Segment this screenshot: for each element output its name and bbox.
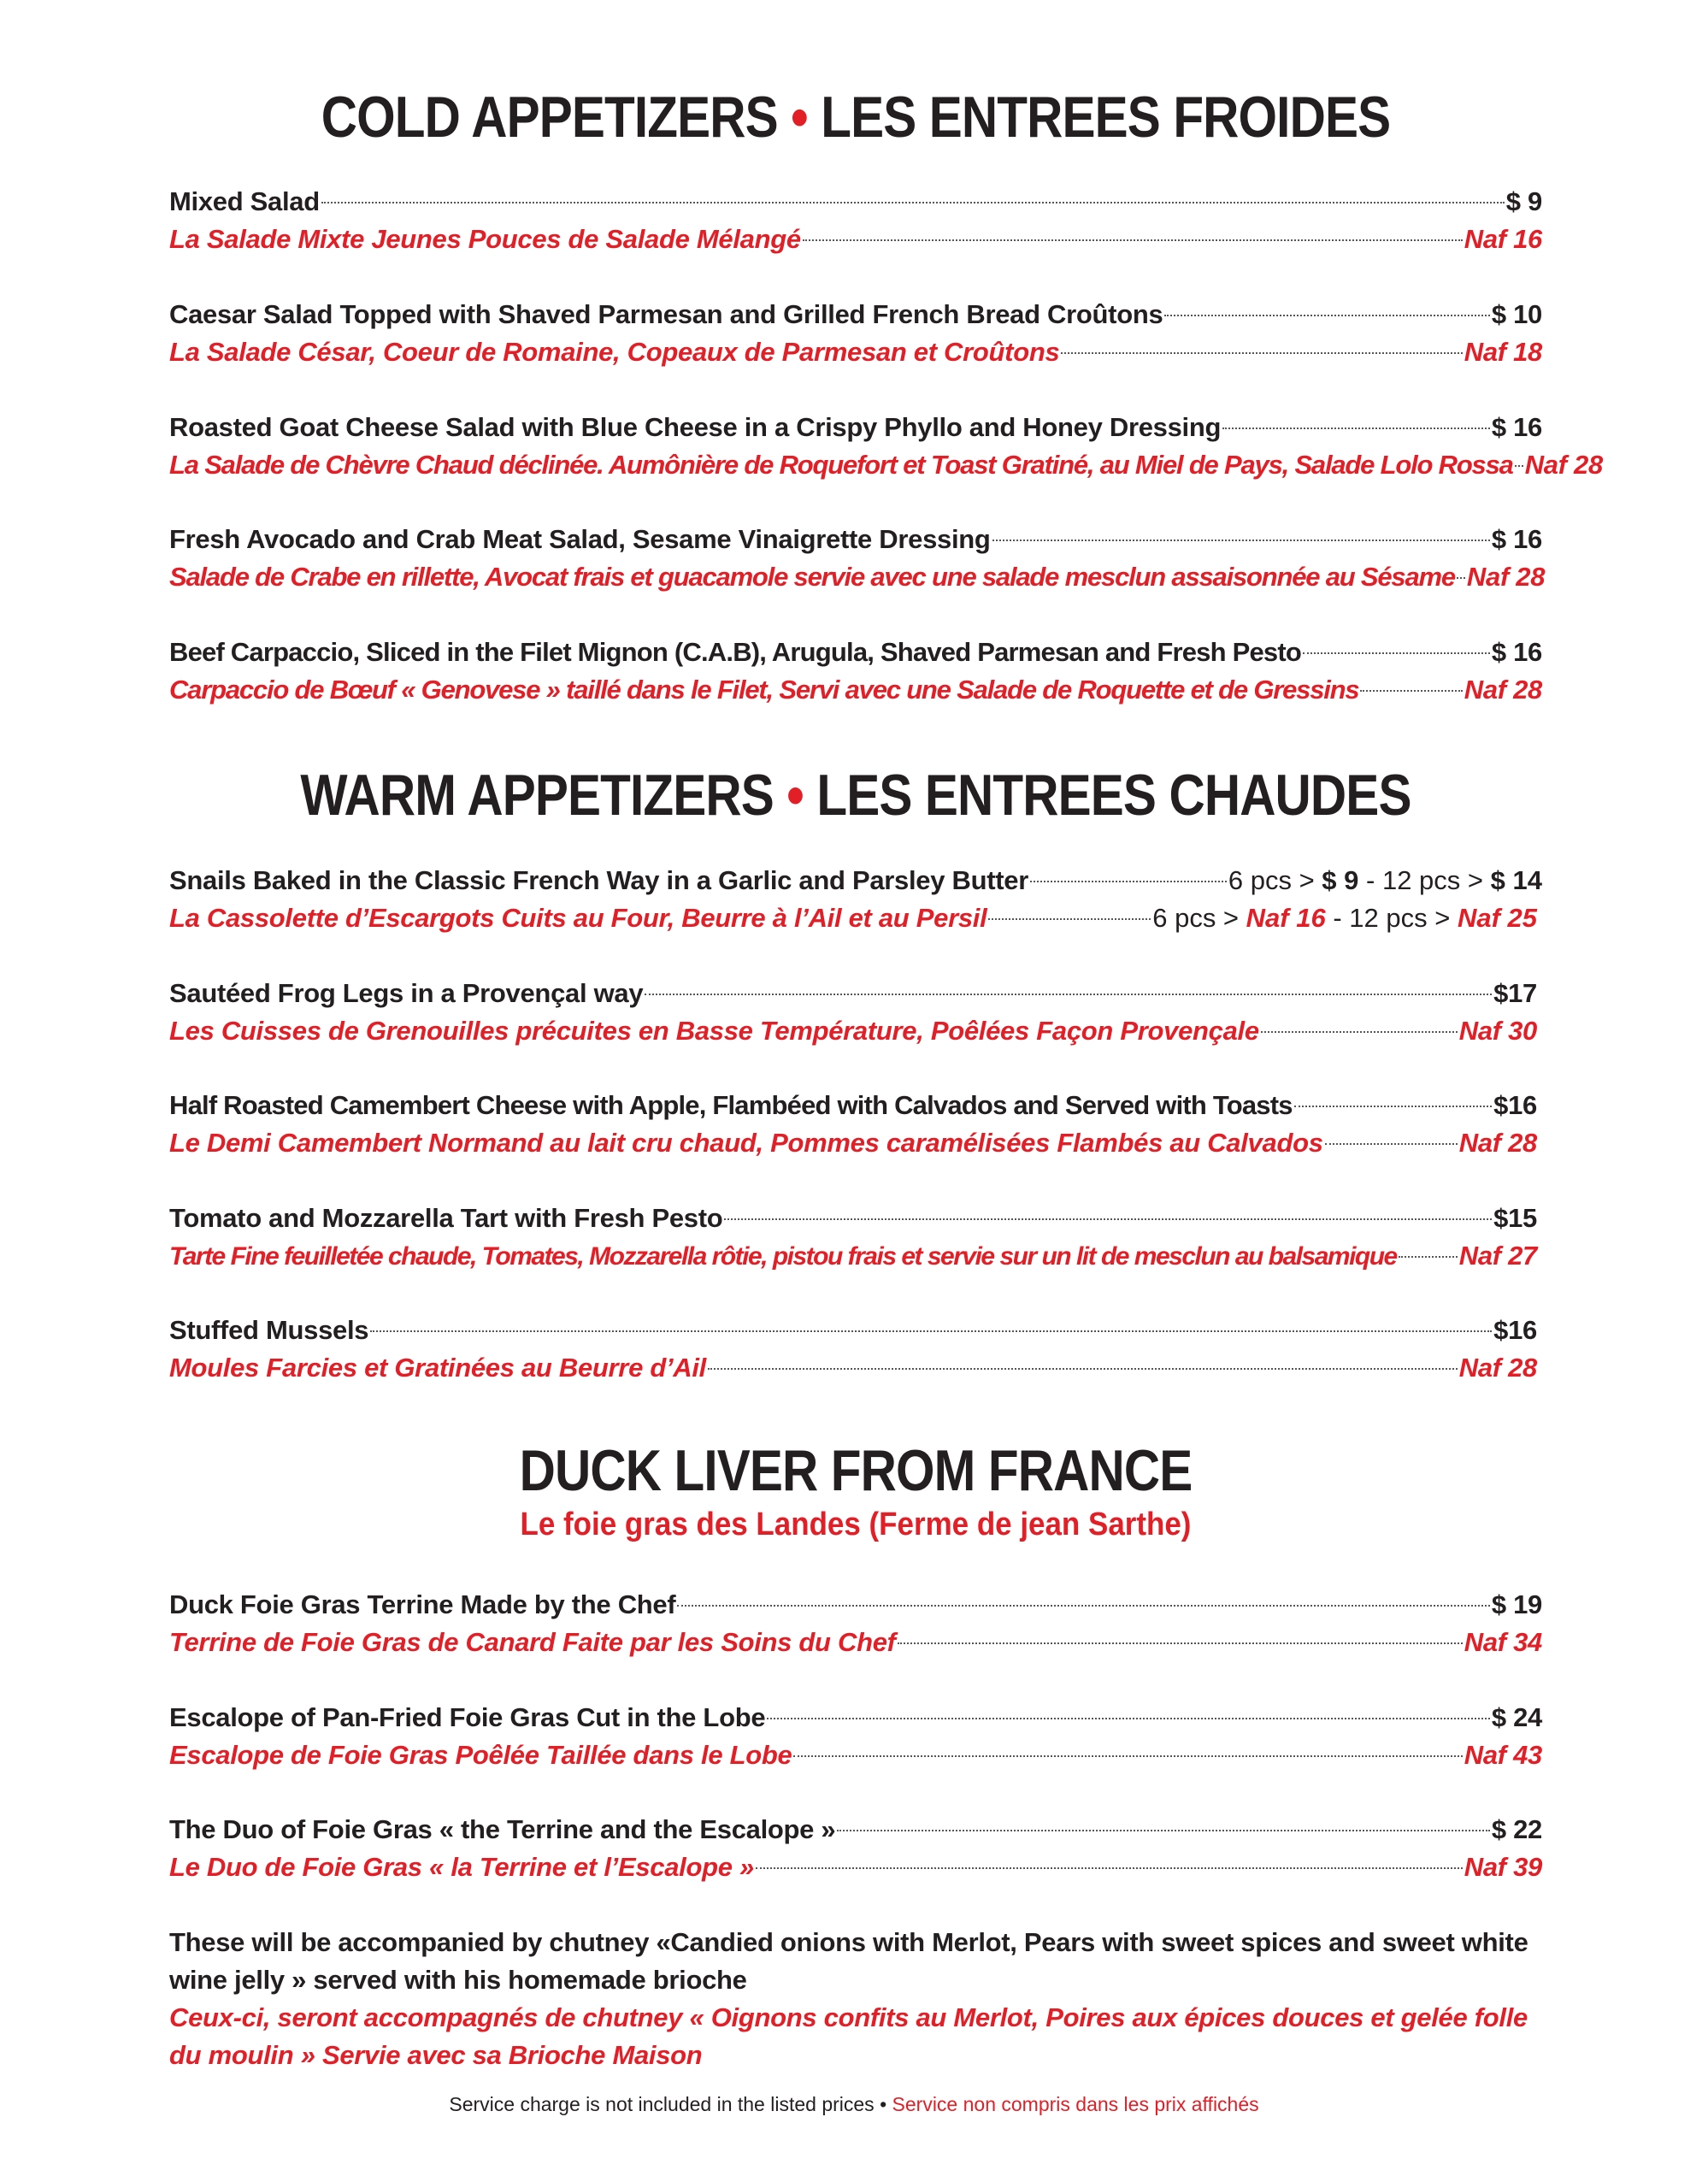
item-name-en: Half Roasted Camembert Cheese with Apple, Flambéed with Calvados and Served with Toasts bbox=[169, 1090, 1293, 1120]
item-name-en: Mixed Salad bbox=[169, 186, 320, 216]
item-price-multi-naf: 6 pcs > Naf 16 - 12 pcs > Naf 25 bbox=[1152, 903, 1537, 933]
dot-leader bbox=[992, 540, 1490, 541]
item-price-multi: 6 pcs > $ 9 - 12 pcs > $ 14 bbox=[1228, 865, 1542, 895]
cold-title-fr: LES ENTREES FROIDES bbox=[821, 85, 1391, 150]
dot-leader bbox=[898, 1642, 1463, 1644]
item-price-naf: Naf 18 bbox=[1464, 337, 1542, 367]
note-en: These will be accompanied by chutney «Candied onions with Merlot, Pears with sweet spices and sweet white wine jelly » served with his homemade brioche bbox=[169, 1927, 1528, 1995]
dot-leader bbox=[803, 239, 1463, 241]
item-name-en: The Duo of Foie Gras « the Terrine and the Escalope » bbox=[169, 1814, 836, 1844]
item-price: $ 16 bbox=[1491, 524, 1542, 554]
cold-title-en: COLD APPETIZERS bbox=[321, 85, 778, 150]
item-price-naf: Naf 28 bbox=[1458, 1353, 1537, 1383]
item-name-fr: Le Demi Camembert Normand au lait cru chaud, Pommes caramélisées Flambés au Calvados bbox=[169, 1128, 1323, 1158]
liver-heading bbox=[169, 1438, 1542, 1503]
item-name-fr: Tarte Fine feuilletée chaude, Tomates, Mozzarella rôtie, pistou frais et servie sur un lit de mesclun au balsamique bbox=[169, 1242, 1397, 1271]
dot-leader bbox=[1360, 690, 1462, 692]
liver-item bbox=[169, 1586, 1542, 1661]
item-name-fr: Carpaccio de Bœuf « Genovese » taillé dans le Filet, Servi avec une Salade de Roquette et de Gressins bbox=[169, 675, 1359, 705]
item-name-en: Fresh Avocado and Crab Meat Salad, Sesame Vinaigrette Dressing bbox=[169, 524, 991, 554]
item-price-naf: Naf 16 bbox=[1464, 224, 1542, 254]
dot-leader bbox=[1325, 1143, 1458, 1145]
cold-item bbox=[169, 409, 1603, 484]
dot-leader bbox=[988, 918, 1151, 920]
dot-leader bbox=[1515, 465, 1523, 467]
dot-leader bbox=[837, 1830, 1489, 1831]
item-price: $ 16 bbox=[1491, 637, 1542, 667]
warm-heading bbox=[169, 763, 1542, 828]
item-price-naf: Naf 28 bbox=[1464, 675, 1542, 705]
item-name-fr: Salade de Crabe en rillette, Avocat frais et guacamole servie avec une salade mesclun assaisonnée au Sésame bbox=[169, 562, 1455, 592]
warm-title-fr: LES ENTREES CHAUDES bbox=[816, 763, 1411, 828]
item-name-fr: La Cassolette d’Escargots Cuits au Four, Beurre à l’Ail et au Persil bbox=[169, 903, 987, 933]
item-price-naf: Naf 34 bbox=[1464, 1627, 1542, 1657]
footer-note bbox=[0, 2093, 1708, 2116]
dot-leader bbox=[645, 994, 1492, 995]
bullet: • bbox=[786, 763, 804, 828]
liver-note bbox=[169, 1924, 1537, 2074]
item-price-naf: Naf 27 bbox=[1458, 1241, 1537, 1271]
warm-item-snails bbox=[169, 862, 1542, 937]
liver-item bbox=[169, 1811, 1542, 1886]
dot-leader bbox=[1061, 352, 1462, 354]
warm-item bbox=[169, 1312, 1537, 1387]
item-price-naf: Naf 43 bbox=[1464, 1740, 1542, 1770]
dot-leader bbox=[793, 1755, 1462, 1757]
warm-item bbox=[169, 1087, 1537, 1162]
cold-item bbox=[169, 183, 1542, 258]
note-fr: Ceux-ci, seront accompagnés de chutney « Oignons confits au Merlot, Poires aux épices douces et gelée folle du moulin » Servie avec sa Brioche Maison bbox=[169, 2002, 1528, 2070]
dot-leader bbox=[1222, 428, 1490, 429]
liver-item bbox=[169, 1699, 1542, 1774]
liver-title: DUCK LIVER FROM FRANCE bbox=[519, 1438, 1193, 1503]
item-name-en: Roasted Goat Cheese Salad with Blue Cheese in a Crispy Phyllo and Honey Dressing bbox=[169, 412, 1222, 442]
dot-leader bbox=[1030, 881, 1227, 882]
item-name-fr: La Salade Mixte Jeunes Pouces de Salade Mélangé bbox=[169, 224, 801, 254]
item-price: $16 bbox=[1493, 1090, 1537, 1120]
item-price: $ 10 bbox=[1491, 299, 1542, 329]
warm-title-en: WARM APPETIZERS bbox=[300, 763, 774, 828]
dot-leader bbox=[724, 1218, 1492, 1220]
item-price-naf: Naf 28 bbox=[1524, 450, 1603, 480]
dot-leader bbox=[677, 1605, 1489, 1607]
item-price: $16 bbox=[1493, 1315, 1537, 1345]
dot-leader bbox=[1457, 577, 1465, 579]
item-price: $ 24 bbox=[1491, 1702, 1542, 1732]
cold-heading bbox=[169, 85, 1542, 150]
dot-leader bbox=[767, 1718, 1490, 1719]
footer-fr: Service non compris dans les prix affichés bbox=[892, 2093, 1259, 2115]
cold-item bbox=[169, 521, 1546, 596]
item-name-en: Tomato and Mozzarella Tart with Fresh Pesto bbox=[169, 1203, 723, 1233]
bullet: • bbox=[791, 85, 808, 150]
footer-bullet: • bbox=[880, 2093, 887, 2115]
item-name-en: Escalope of Pan-Fried Foie Gras Cut in the Lobe bbox=[169, 1702, 766, 1732]
item-price: $ 9 bbox=[1505, 186, 1542, 216]
dot-leader bbox=[321, 202, 1505, 203]
dot-leader bbox=[1303, 652, 1490, 654]
item-price: $ 19 bbox=[1491, 1589, 1542, 1619]
dot-leader bbox=[1164, 315, 1489, 316]
item-price-naf: Naf 30 bbox=[1458, 1016, 1537, 1046]
cold-item bbox=[169, 634, 1542, 709]
item-name-fr: Escalope de Foie Gras Poêlée Taillée dans le Lobe bbox=[169, 1740, 792, 1770]
item-price: $ 16 bbox=[1491, 412, 1542, 442]
dot-leader bbox=[1399, 1256, 1458, 1258]
dot-leader bbox=[756, 1867, 1463, 1869]
item-name-en: Sautéed Frog Legs in a Provençal way bbox=[169, 978, 644, 1008]
dot-leader bbox=[1294, 1106, 1493, 1107]
dot-leader bbox=[370, 1330, 1492, 1332]
item-price: $15 bbox=[1493, 1203, 1537, 1233]
item-price: $ 22 bbox=[1491, 1814, 1542, 1844]
liver-subheading bbox=[169, 1508, 1542, 1541]
warm-item bbox=[169, 975, 1537, 1050]
dot-leader bbox=[708, 1368, 1458, 1370]
item-name-en: Beef Carpaccio, Sliced in the Filet Mignon (C.A.B), Arugula, Shaved Parmesan and Fresh Pesto bbox=[169, 637, 1301, 667]
item-name-fr: La Salade de Chèvre Chaud déclinée. Aumônière de Roquefort et Toast Gratiné, au Miel de Pays, Salade Lolo Rossa bbox=[169, 450, 1513, 480]
item-price-naf: Naf 39 bbox=[1464, 1852, 1542, 1882]
dot-leader bbox=[1261, 1031, 1458, 1033]
item-name-en: Stuffed Mussels bbox=[169, 1315, 369, 1345]
item-name-en: Caesar Salad Topped with Shaved Parmesan and Grilled French Bread Croûtons bbox=[169, 299, 1163, 329]
item-name-fr: La Salade César, Coeur de Romaine, Copeaux de Parmesan et Croûtons bbox=[169, 337, 1060, 367]
liver-subtitle: Le foie gras des Landes (Ferme de jean Sarthe) bbox=[520, 1507, 1192, 1542]
item-name-fr: Le Duo de Foie Gras « la Terrine et l’Escalope » bbox=[169, 1852, 754, 1882]
item-name-fr: Les Cuisses de Grenouilles précuites en Basse Température, Poêlées Façon Provençale bbox=[169, 1016, 1259, 1046]
item-name-en: Snails Baked in the Classic French Way in a Garlic and Parsley Butter bbox=[169, 865, 1028, 895]
warm-item bbox=[169, 1200, 1537, 1275]
item-price-naf: Naf 28 bbox=[1458, 1128, 1537, 1158]
item-name-en: Duck Foie Gras Terrine Made by the Chef bbox=[169, 1589, 676, 1619]
cold-item bbox=[169, 296, 1542, 371]
item-name-fr: Moules Farcies et Gratinées au Beurre d’Ail bbox=[169, 1353, 706, 1383]
footer-en: Service charge is not included in the listed prices bbox=[449, 2093, 875, 2115]
item-price-naf: Naf 28 bbox=[1466, 562, 1546, 592]
item-price: $17 bbox=[1493, 978, 1537, 1008]
item-name-fr: Terrine de Foie Gras de Canard Faite par les Soins du Chef bbox=[169, 1627, 896, 1657]
